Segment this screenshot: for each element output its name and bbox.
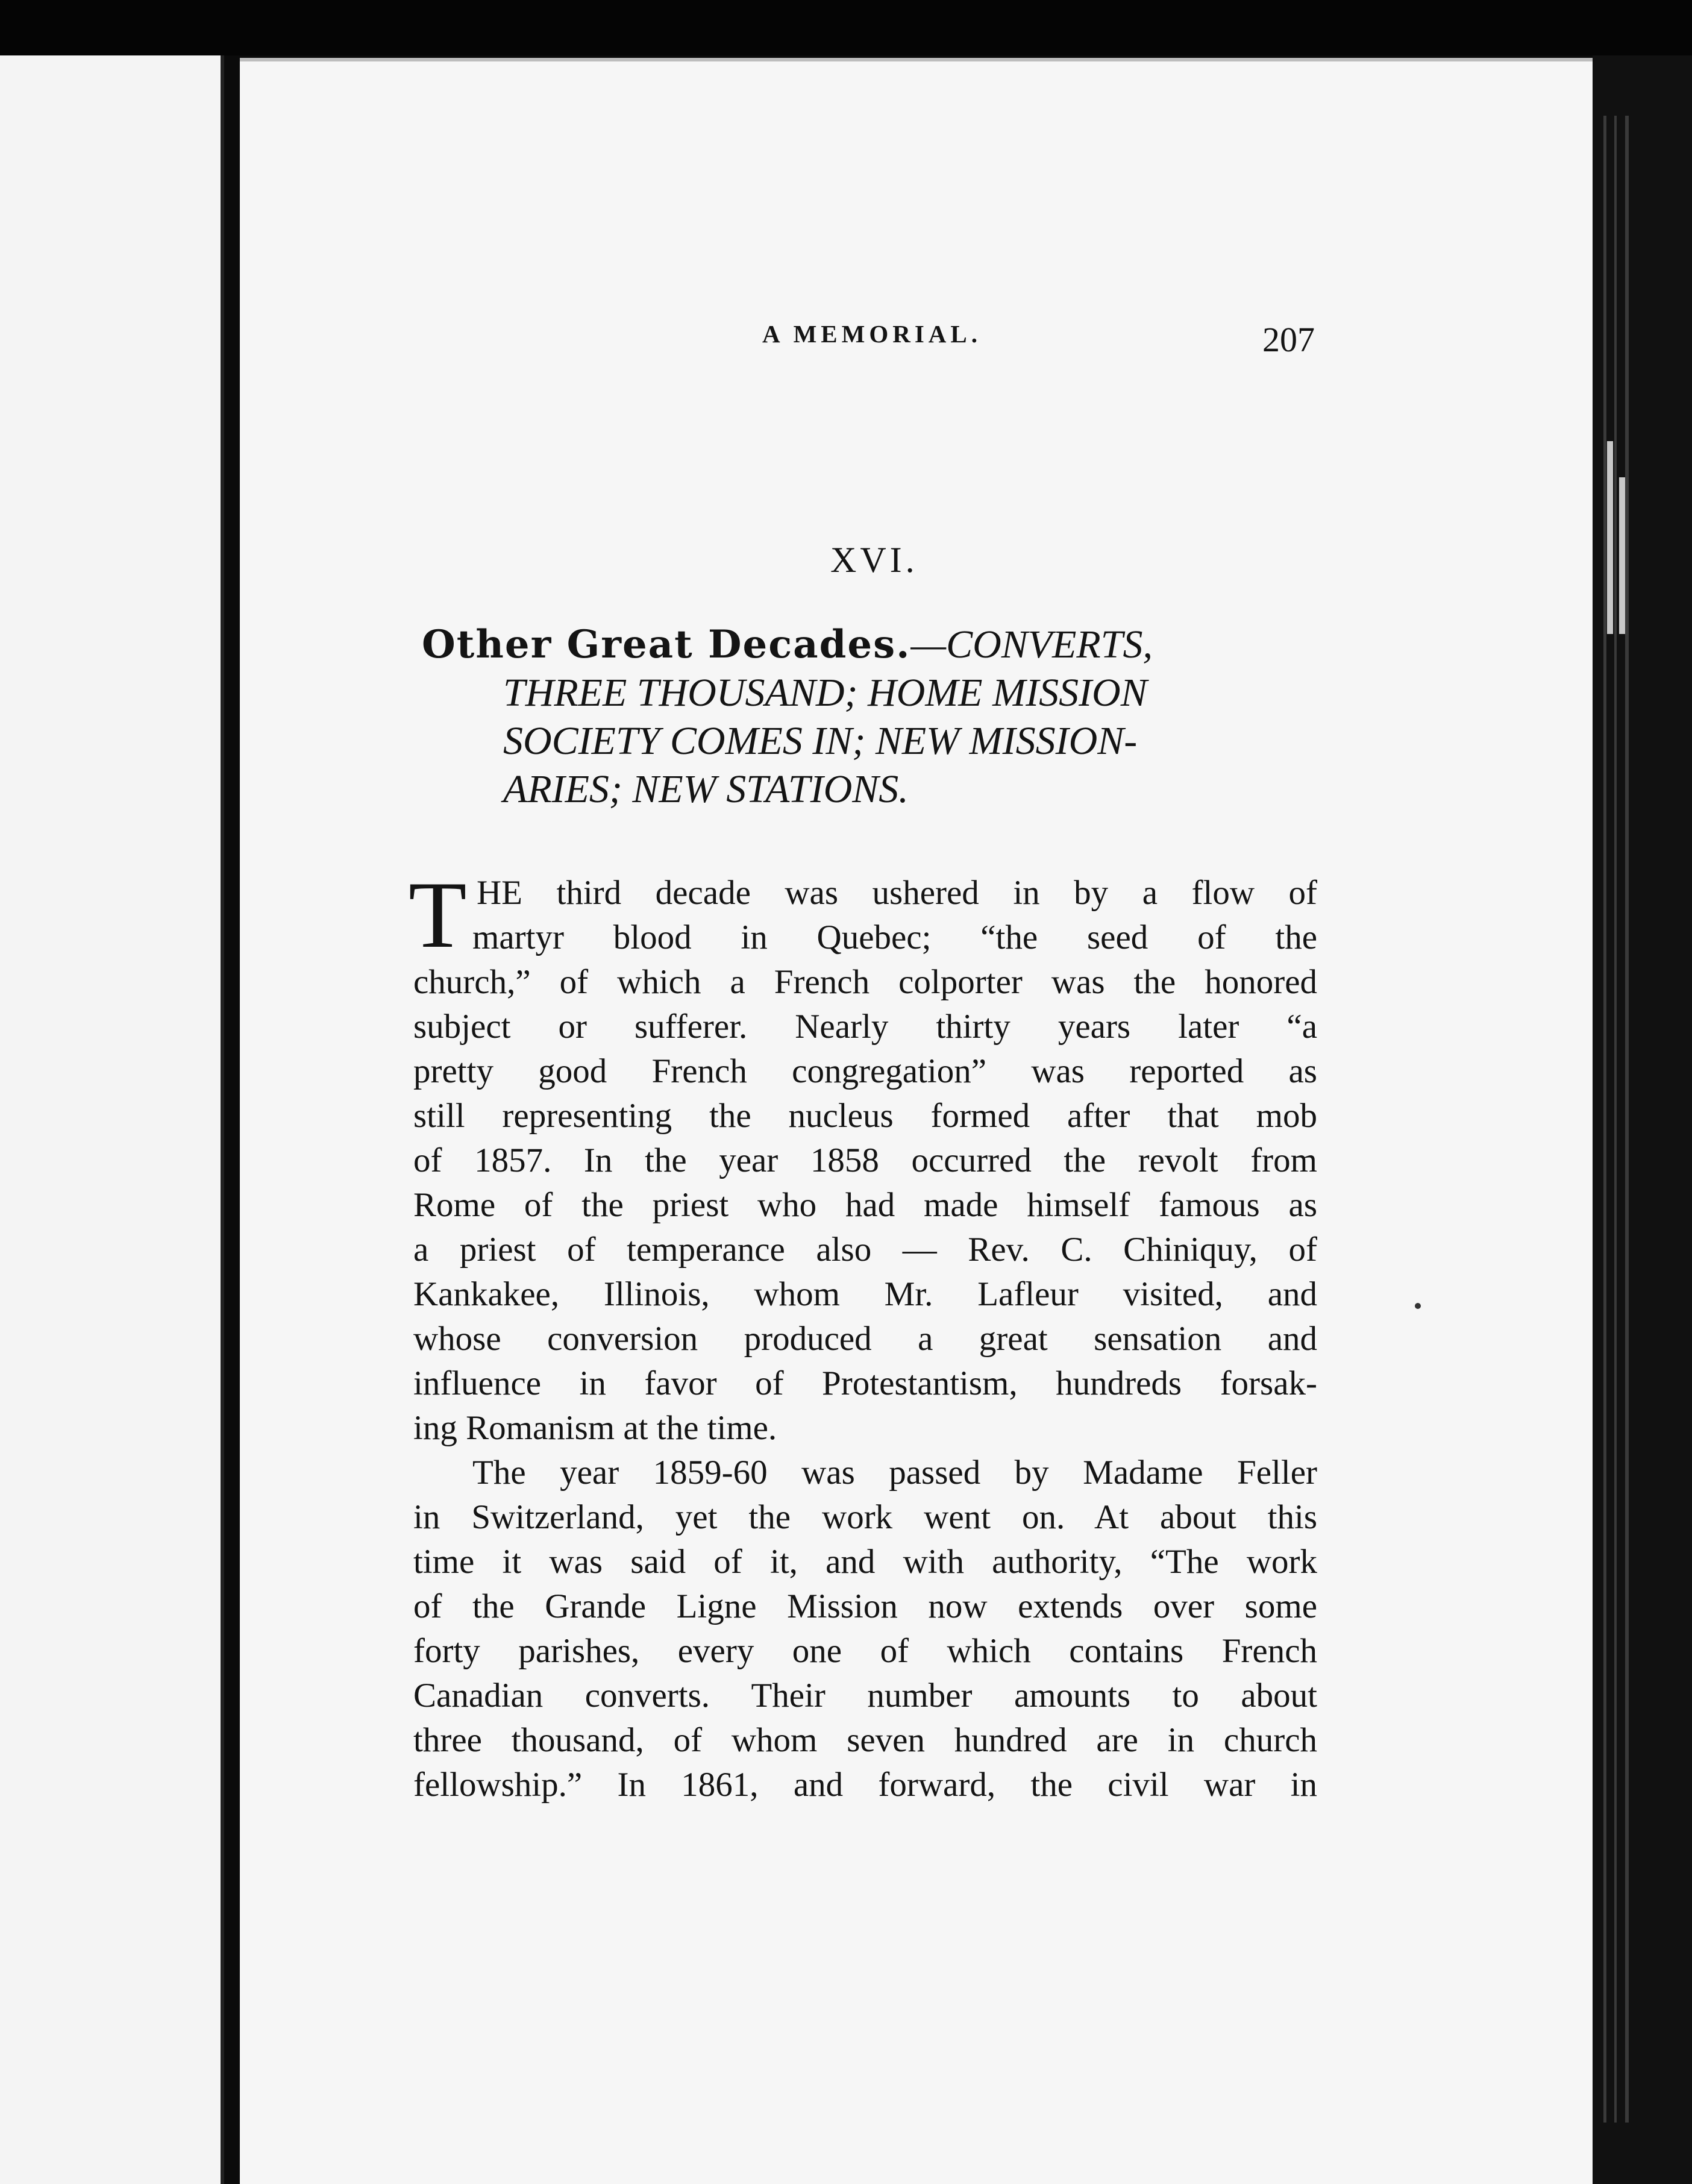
heading-line: [422, 621, 1326, 669]
book-fore-edge: [1593, 55, 1692, 2184]
page-number: 207: [1262, 320, 1315, 359]
text-line: pretty good French congregation” was reported as: [413, 1052, 1317, 1090]
heading-line: SOCIETY COMES IN; NEW MISSION-: [503, 719, 1138, 763]
edge-tab-mark: [1607, 441, 1613, 634]
chapter-number: XVI.: [830, 540, 918, 580]
text-line: three thousand, of whom seven hundred are in church: [413, 1721, 1317, 1759]
running-head: A MEMORIAL.: [762, 320, 982, 348]
text-line: HE third decade was ushered in by a flow of: [477, 874, 1317, 912]
facing-page-left: [0, 55, 224, 2184]
heading-blackletter: Other Great Decades.: [422, 622, 911, 667]
heading-line: ARIES; NEW STATIONS.: [503, 767, 909, 811]
chapter-heading: [422, 621, 1326, 814]
body-text: [409, 862, 1317, 1807]
text-line: forty parishes, every one of which contains French: [413, 1632, 1317, 1670]
text-line: Canadian converts. Their number amounts to about: [413, 1677, 1317, 1715]
text-line: a priest of temperance also — Rev. C. Chiniquy, of: [413, 1231, 1317, 1269]
text-line: The year 1859-60 was passed by Madame Feller: [472, 1454, 1317, 1492]
heading-subtitle-start: —CONVERTS,: [910, 623, 1153, 667]
paragraph: [413, 1451, 1317, 1807]
page-edge-line: [1614, 116, 1617, 2123]
drop-cap: T: [409, 862, 467, 968]
text-line: ing Romanism at the time.: [413, 1409, 777, 1447]
text-line: time it was said of it, and with authority, “The work: [413, 1543, 1317, 1581]
speck-mark: [1415, 1303, 1421, 1309]
text-line: Kankakee, Illinois, whom Mr. Lafleur visited, and: [413, 1275, 1317, 1313]
text-line: martyr blood in Quebec; “the seed of the: [472, 918, 1317, 956]
page-edge-line: [1603, 116, 1606, 2123]
text-line: influence in favor of Protestantism, hundreds forsak-: [413, 1364, 1317, 1402]
text-line: still representing the nucleus formed after that mob: [413, 1097, 1317, 1135]
page-edge-line: [1625, 116, 1629, 2123]
edge-tab-mark: [1619, 477, 1625, 634]
text-line: whose conversion produced a great sensation and: [413, 1320, 1317, 1358]
text-line: in Switzerland, yet the work went on. At about this: [413, 1498, 1317, 1536]
paragraph: [409, 862, 1317, 1451]
scan-border-top: [0, 0, 1692, 55]
heading-line: THREE THOUSAND; HOME MISSION: [503, 671, 1147, 715]
text-line: Rome of the priest who had made himself famous as: [413, 1186, 1317, 1224]
text-line: of 1857. In the year 1858 occurred the revolt from: [413, 1141, 1317, 1179]
text-line: church,” of which a French colporter was the honored: [413, 963, 1317, 1001]
text-line: of the Grande Ligne Mission now extends over some: [413, 1587, 1317, 1625]
text-line: fellowship.” In 1861, and forward, the civil war in: [413, 1766, 1317, 1804]
text-line: subject or sufferer. Nearly thirty years later “a: [413, 1008, 1317, 1046]
